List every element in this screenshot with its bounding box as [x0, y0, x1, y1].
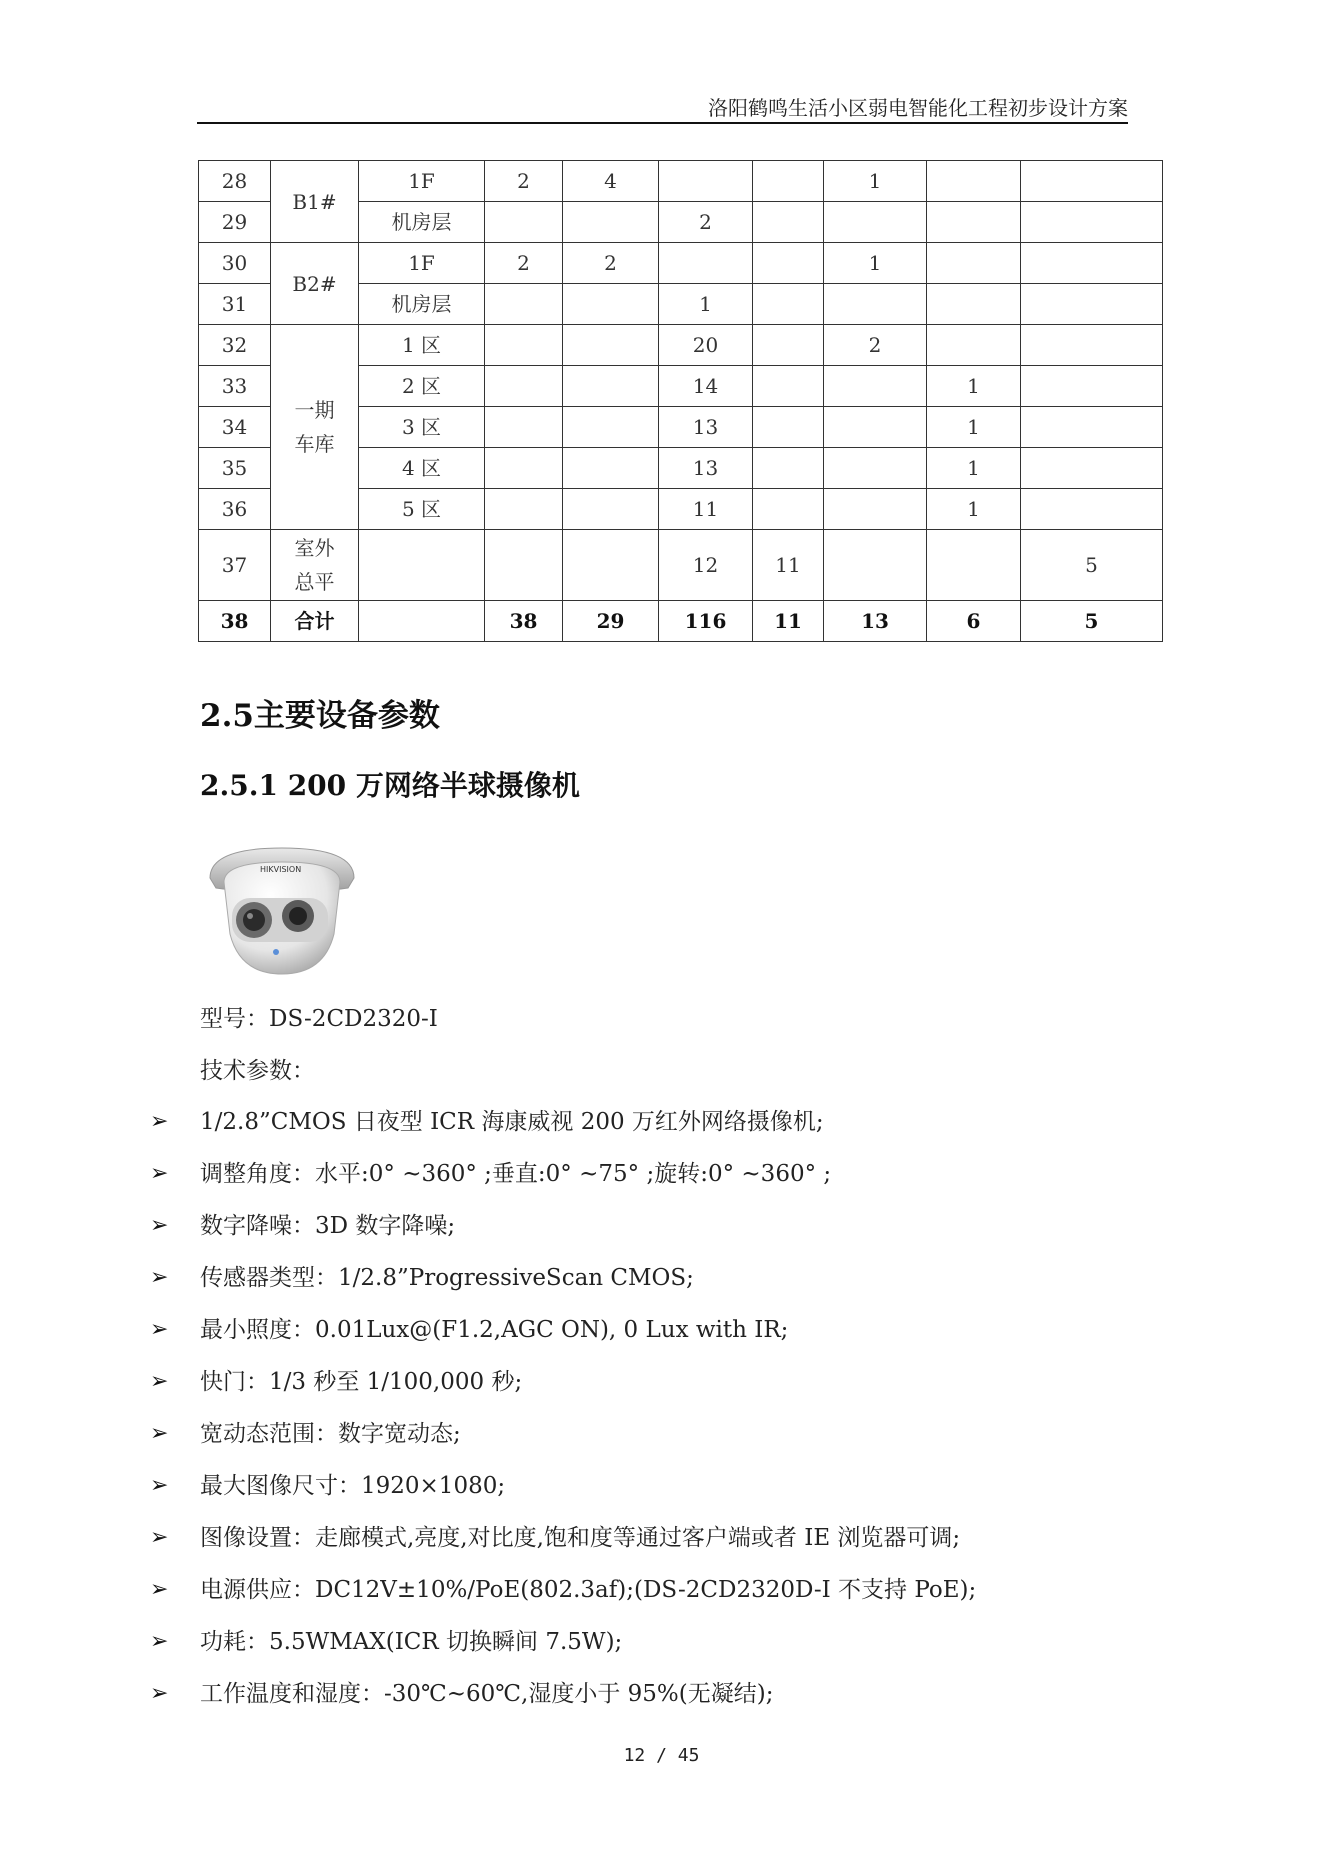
floor-cell: 2 区: [359, 366, 485, 407]
building-cell: 室外 总平: [271, 530, 359, 601]
header-rule: [197, 122, 1128, 124]
table-row: [199, 530, 1163, 601]
page-header-title: 洛阳鹤鸣生活小区弱电智能化工程初步设计方案: [708, 96, 1128, 120]
count-cell: [485, 448, 563, 489]
count-cell: 20: [659, 325, 753, 366]
dome-camera-image: [202, 836, 362, 982]
count-cell: 13: [824, 601, 927, 642]
count-cell: 1: [927, 448, 1021, 489]
count-cell: 1: [927, 366, 1021, 407]
floor-cell: 机房层: [359, 284, 485, 325]
count-cell: [563, 366, 659, 407]
param-text: 电源供应：DC12V±10%/PoE(802.3af);(DS-2CD2320D-I 不支持 PoE);: [200, 1577, 977, 1603]
count-cell: 12: [659, 530, 753, 601]
floor-cell: 5 区: [359, 489, 485, 530]
count-cell: [485, 284, 563, 325]
count-cell: [485, 325, 563, 366]
count-cell: [485, 489, 563, 530]
list-item: [150, 1096, 1150, 1148]
tech-params-label: 技术参数：: [200, 1058, 315, 1084]
floor-cell: [359, 601, 485, 642]
floor-cell: 4 区: [359, 448, 485, 489]
count-cell: 6: [927, 601, 1021, 642]
list-item: [150, 1668, 1150, 1720]
arrow-bullet-icon: ➢: [150, 1629, 169, 1654]
floor-cell: 1F: [359, 243, 485, 284]
count-cell: 5: [1021, 530, 1163, 601]
count-cell: [1021, 325, 1163, 366]
count-cell: [563, 448, 659, 489]
row-number-cell: 36: [199, 489, 271, 530]
count-cell: [753, 202, 824, 243]
floor-cell: 1F: [359, 161, 485, 202]
param-text: 功耗：5.5WMAX(ICR 切换瞬间 7.5W);: [200, 1629, 623, 1655]
count-cell: [485, 366, 563, 407]
count-cell: [659, 243, 753, 284]
count-cell: [753, 284, 824, 325]
count-cell: 1: [824, 161, 927, 202]
page-number: 12 / 45: [623, 1745, 700, 1766]
list-item: [150, 1460, 1150, 1512]
table-row: [199, 325, 1163, 366]
table-row: [199, 601, 1163, 642]
count-cell: [1021, 366, 1163, 407]
count-cell: 2: [659, 202, 753, 243]
count-cell: [753, 407, 824, 448]
count-cell: 1: [927, 489, 1021, 530]
count-cell: 13: [659, 448, 753, 489]
count-cell: [1021, 489, 1163, 530]
count-cell: [824, 530, 927, 601]
arrow-bullet-icon: ➢: [150, 1421, 169, 1446]
count-cell: [1021, 161, 1163, 202]
count-cell: [753, 489, 824, 530]
list-item: [150, 1148, 1150, 1200]
row-number-cell: 28: [199, 161, 271, 202]
list-item: [150, 1304, 1150, 1356]
count-cell: [1021, 407, 1163, 448]
count-cell: [927, 243, 1021, 284]
count-cell: [753, 161, 824, 202]
table-row: [199, 243, 1163, 284]
count-cell: [927, 325, 1021, 366]
count-cell: [753, 243, 824, 284]
count-cell: [824, 448, 927, 489]
list-item: [150, 1564, 1150, 1616]
section-heading: 2.5主要设备参数: [200, 698, 440, 734]
row-number-cell: 32: [199, 325, 271, 366]
count-cell: [563, 325, 659, 366]
count-cell: [1021, 284, 1163, 325]
count-cell: [753, 366, 824, 407]
list-item: [150, 1252, 1150, 1304]
count-cell: [927, 530, 1021, 601]
row-number-cell: 34: [199, 407, 271, 448]
arrow-bullet-icon: ➢: [150, 1473, 169, 1498]
list-item: [150, 1408, 1150, 1460]
row-number-cell: 35: [199, 448, 271, 489]
list-item: [150, 1616, 1150, 1668]
floor-cell: 3 区: [359, 407, 485, 448]
building-cell: 合计: [271, 601, 359, 642]
arrow-bullet-icon: ➢: [150, 1369, 169, 1394]
count-cell: [485, 530, 563, 601]
count-cell: 29: [563, 601, 659, 642]
param-text: 工作温度和湿度：-30℃~60℃,湿度小于 95%(无凝结);: [200, 1681, 774, 1707]
count-cell: 1: [659, 284, 753, 325]
equipment-table: [198, 160, 1163, 642]
count-cell: 4: [563, 161, 659, 202]
equipment-table-body: [199, 161, 1163, 642]
arrow-bullet-icon: ➢: [150, 1681, 169, 1706]
count-cell: 13: [659, 407, 753, 448]
count-cell: [824, 366, 927, 407]
row-number-cell: 33: [199, 366, 271, 407]
count-cell: 2: [485, 243, 563, 284]
arrow-bullet-icon: ➢: [150, 1525, 169, 1550]
row-number-cell: 38: [199, 601, 271, 642]
arrow-bullet-icon: ➢: [150, 1265, 169, 1290]
camera-model: 型号：DS-2CD2320-I: [200, 1006, 438, 1032]
arrow-bullet-icon: ➢: [150, 1317, 169, 1342]
count-cell: [824, 202, 927, 243]
building-cell: 一期 车库: [271, 325, 359, 530]
count-cell: [824, 489, 927, 530]
arrow-bullet-icon: ➢: [150, 1577, 169, 1602]
count-cell: 2: [824, 325, 927, 366]
count-cell: [563, 489, 659, 530]
param-text: 最大图像尺寸：1920×1080;: [200, 1473, 506, 1499]
camera-brand-label: HIKVISION: [260, 865, 302, 874]
param-text: 传感器类型：1/2.8”ProgressiveScan CMOS;: [200, 1265, 694, 1291]
floor-cell: [359, 530, 485, 601]
row-number-cell: 29: [199, 202, 271, 243]
count-cell: 2: [485, 161, 563, 202]
count-cell: [1021, 448, 1163, 489]
count-cell: [824, 407, 927, 448]
param-text: 快门：1/3 秒至 1/100,000 秒;: [200, 1369, 523, 1395]
table-row: [199, 161, 1163, 202]
count-cell: [753, 325, 824, 366]
count-cell: [485, 202, 563, 243]
count-cell: [927, 284, 1021, 325]
param-text: 调整角度：水平:0° ~360° ;垂直:0° ~75° ;旋转:0° ~360° ;: [200, 1161, 832, 1187]
count-cell: 2: [563, 243, 659, 284]
count-cell: 38: [485, 601, 563, 642]
building-cell: B2#: [271, 243, 359, 325]
arrow-bullet-icon: ➢: [150, 1161, 169, 1186]
count-cell: [753, 448, 824, 489]
row-number-cell: 37: [199, 530, 271, 601]
count-cell: [927, 202, 1021, 243]
count-cell: [563, 284, 659, 325]
count-cell: 1: [824, 243, 927, 284]
tech-params-list: [150, 1096, 1150, 1720]
list-item: [150, 1512, 1150, 1564]
count-cell: 11: [659, 489, 753, 530]
count-cell: [1021, 243, 1163, 284]
param-text: 图像设置：走廊模式,亮度,对比度,饱和度等通过客户端或者 IE 浏览器可调;: [200, 1525, 961, 1551]
list-item: [150, 1356, 1150, 1408]
param-text: 宽动态范围：数字宽动态;: [200, 1421, 461, 1447]
param-text: 1/2.8”CMOS 日夜型 ICR 海康威视 200 万红外网络摄像机;: [200, 1109, 824, 1135]
row-number-cell: 30: [199, 243, 271, 284]
count-cell: [927, 161, 1021, 202]
count-cell: 1: [927, 407, 1021, 448]
count-cell: [563, 407, 659, 448]
count-cell: 11: [753, 601, 824, 642]
count-cell: [563, 202, 659, 243]
floor-cell: 1 区: [359, 325, 485, 366]
count-cell: [563, 530, 659, 601]
list-item: [150, 1200, 1150, 1252]
count-cell: 14: [659, 366, 753, 407]
count-cell: [659, 161, 753, 202]
row-number-cell: 31: [199, 284, 271, 325]
count-cell: 5: [1021, 601, 1163, 642]
count-cell: [824, 284, 927, 325]
arrow-bullet-icon: ➢: [150, 1109, 169, 1134]
floor-cell: 机房层: [359, 202, 485, 243]
count-cell: [1021, 202, 1163, 243]
count-cell: 11: [753, 530, 824, 601]
count-cell: [485, 407, 563, 448]
subsection-heading: 2.5.1 200 万网络半球摄像机: [200, 769, 580, 802]
param-text: 最小照度：0.01Lux@(F1.2,AGC ON), 0 Lux with IR;: [200, 1317, 789, 1343]
arrow-bullet-icon: ➢: [150, 1213, 169, 1238]
param-text: 数字降噪：3D 数字降噪;: [200, 1213, 456, 1239]
building-cell: B1#: [271, 161, 359, 243]
count-cell: 116: [659, 601, 753, 642]
